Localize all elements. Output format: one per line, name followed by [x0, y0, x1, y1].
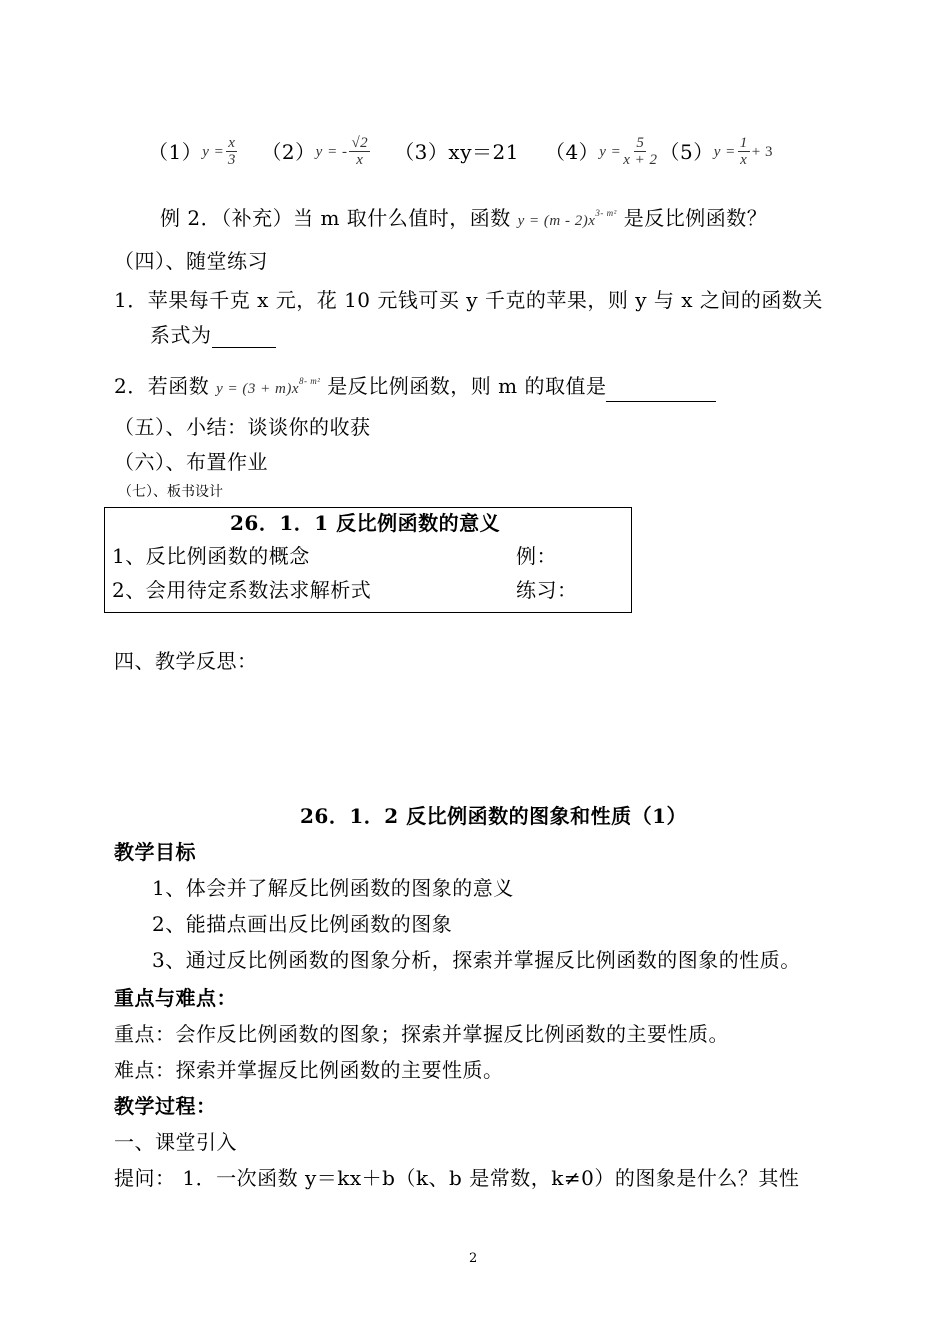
difficulty-point: 难点：探索并掌握反比例函数的主要性质。: [114, 1058, 504, 1082]
example-2-question: 是反比例函数？: [623, 206, 768, 230]
practice-item-1-line-1: 1．苹果每千克 x 元，花 10 元钱可买 y 千克的苹果，则 y 与 x 之间的函数关: [114, 288, 823, 312]
option-2-fraction: $\frac{√2}{x}$: [351, 135, 369, 168]
option-5-fraction: $\frac{1}{x}$: [739, 135, 748, 168]
option-3-label: （3）xy＝21: [394, 140, 519, 164]
board-row-1-left: 1、反比例函数的概念: [112, 544, 310, 568]
answer-blank-1[interactable]: [212, 327, 276, 348]
option-2-lhs: y = -: [315, 144, 348, 160]
example-2-text: 例 2．（补充）当 m 取什么值时，函数: [160, 206, 511, 230]
intro-heading: 一、课堂引入: [114, 1130, 237, 1154]
option-2-label: （2）: [261, 140, 316, 164]
board-row-2-right: 练习：: [516, 578, 578, 602]
goal-item: 3、通过反比例函数的图象分析，探索并掌握反比例函数的图象的性质。: [152, 948, 801, 972]
example-2-formula: $y = (m - 2)x^{3- m^2}$: [517, 208, 617, 229]
board-title: 26．1．1 反比例函数的意义: [230, 511, 501, 535]
option-5-lhs: y =: [713, 144, 736, 160]
board-design-heading: （七）、板书设计: [118, 484, 223, 500]
practice-item-1-line-2: 系式为: [150, 322, 276, 348]
summary-heading: （五）、小结：谈谈你的收获: [114, 415, 371, 439]
key-point: 重点：会作反比例函数的图象；探索并掌握反比例函数的主要性质。: [114, 1022, 729, 1046]
practice-item-2: 2．若函数 $y = (3 + m)x^{8- m^2}$ 是反比例函数，则 m 的取值是: [114, 368, 716, 402]
option-4-fraction: $\frac{5}{x + 2}$: [623, 135, 658, 168]
goal-item: 2、能描点画出反比例函数的图象: [152, 912, 453, 936]
answer-blank-2[interactable]: [606, 381, 716, 402]
board-row-1-right: 例：: [516, 544, 557, 568]
option-4-label: （4）: [544, 140, 600, 164]
page-number: 2: [469, 1251, 478, 1266]
practice-heading: （四）、随堂练习: [114, 249, 268, 273]
option-1-fraction: $\frac{x}{3}$: [227, 135, 236, 168]
example-2: [160, 200, 767, 234]
board-row-2-left: 2、会用待定系数法求解析式: [112, 578, 372, 602]
process-heading: 教学过程：: [114, 1094, 217, 1118]
practice-item-2-formula: $y = (3 + m)x^{8- m^2}$: [216, 376, 321, 397]
option-1-lhs: y =: [202, 144, 225, 160]
lesson-2-title: 26．1．2 反比例函数的图象和性质（1）: [300, 804, 688, 828]
option-4-lhs: y =: [599, 144, 622, 160]
reflection-heading: 四、教学反思：: [114, 649, 258, 673]
option-list: [148, 132, 773, 172]
key-points-heading: 重点与难点：: [114, 986, 237, 1010]
option-5-tail: + 3: [751, 144, 773, 160]
option-5-label: （5）: [659, 140, 714, 164]
goals-heading: 教学目标: [114, 840, 196, 864]
intro-question: 提问： 1．一次函数 y＝kx＋b（k、b 是常数，k≠0）的图象是什么？其性: [114, 1166, 800, 1190]
goal-item: 1、体会并了解反比例函数的图象的意义: [152, 876, 514, 900]
option-1-label: （1）: [148, 140, 203, 164]
homework-heading: （六）、布置作业: [114, 450, 268, 474]
